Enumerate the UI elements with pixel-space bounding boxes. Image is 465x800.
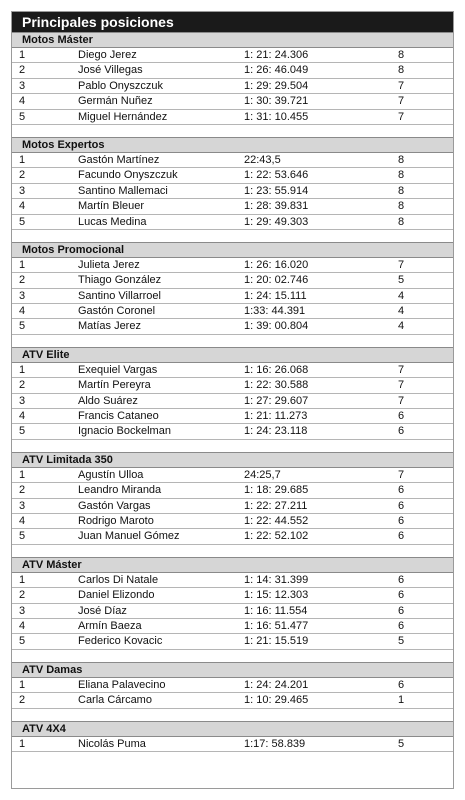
section-spacer bbox=[12, 709, 453, 721]
section-header: ATV 4X4 bbox=[12, 721, 453, 737]
table-row bbox=[12, 499, 453, 514]
time-cell: 1: 24: 23.118 bbox=[244, 425, 308, 438]
table-row bbox=[12, 319, 453, 334]
time-cell: 1: 10: 29.465 bbox=[244, 694, 309, 707]
time-cell: 24:25,7 bbox=[244, 468, 281, 481]
section-spacer bbox=[12, 125, 453, 137]
section-spacer bbox=[12, 440, 453, 452]
points-cell: 6 bbox=[398, 484, 405, 497]
table-row bbox=[12, 529, 453, 544]
table-row bbox=[12, 409, 453, 424]
points-cell: 8 bbox=[398, 49, 405, 61]
section-header: ATV Limitada 350 bbox=[12, 452, 453, 468]
rider-name-cell: Carla Cárcamo bbox=[78, 694, 152, 707]
rider-name-cell: Rodrigo Maroto bbox=[78, 514, 154, 527]
table-row bbox=[12, 273, 453, 288]
section-header: ATV Máster bbox=[12, 557, 453, 573]
position-cell: 5 bbox=[19, 530, 26, 543]
time-cell: 1: 24: 24.201 bbox=[244, 678, 309, 691]
time-cell: 1: 31: 10.455 bbox=[244, 110, 309, 123]
points-cell: 1 bbox=[398, 694, 405, 707]
position-cell: 3 bbox=[19, 604, 26, 617]
points-cell: 6 bbox=[398, 410, 405, 423]
rider-name-cell: Gastón Martínez bbox=[78, 153, 160, 166]
rider-name-cell: Exequiel Vargas bbox=[78, 363, 158, 376]
table-row bbox=[12, 588, 453, 603]
position-cell: 4 bbox=[19, 200, 26, 213]
time-cell: 1:33: 44.391 bbox=[244, 305, 306, 318]
time-cell: 1:17: 58.839 bbox=[244, 737, 306, 750]
points-cell: 7 bbox=[398, 79, 405, 92]
rider-name-cell: Juan Manuel Gómez bbox=[78, 530, 180, 543]
rider-name-cell: Gastón Coronel bbox=[78, 305, 156, 318]
table-row bbox=[12, 514, 453, 529]
points-cell: 8 bbox=[398, 215, 405, 228]
points-cell: 7 bbox=[398, 379, 405, 392]
rider-name-cell: Pablo Onyszczuk bbox=[78, 79, 163, 92]
results-section bbox=[12, 137, 453, 242]
section-header: Motos Expertos bbox=[12, 137, 453, 153]
time-cell: 1: 23: 55.914 bbox=[244, 184, 309, 197]
table-row bbox=[12, 153, 453, 168]
table-row bbox=[12, 678, 453, 693]
points-cell: 8 bbox=[398, 169, 405, 182]
section-header: ATV Damas bbox=[12, 662, 453, 678]
points-cell: 6 bbox=[398, 604, 405, 617]
time-cell: 1: 21: 11.273 bbox=[244, 410, 308, 423]
results-panel bbox=[11, 11, 454, 789]
rider-name-cell: Santino Villarroel bbox=[78, 289, 161, 302]
table-row bbox=[12, 604, 453, 619]
points-cell: 5 bbox=[398, 274, 405, 287]
panel-title: Principales posiciones bbox=[12, 12, 453, 32]
points-cell: 8 bbox=[398, 200, 405, 213]
position-cell: 2 bbox=[19, 379, 26, 392]
rider-name-cell: Martín Bleuer bbox=[78, 200, 145, 213]
rider-name-cell: Thiago González bbox=[78, 274, 162, 287]
results-section bbox=[12, 721, 453, 752]
position-cell: 2 bbox=[19, 64, 26, 77]
position-cell: 4 bbox=[19, 514, 26, 527]
time-cell: 1: 14: 31.399 bbox=[244, 573, 309, 586]
position-cell: 2 bbox=[19, 169, 26, 182]
points-cell: 8 bbox=[398, 64, 405, 77]
table-row bbox=[12, 304, 453, 319]
rider-name-cell: Carlos Di Natale bbox=[78, 573, 159, 586]
table-row bbox=[12, 258, 453, 273]
section-header: ATV Elite bbox=[12, 347, 453, 363]
position-cell: 5 bbox=[19, 320, 26, 333]
time-cell: 1: 27: 29.607 bbox=[244, 394, 309, 407]
position-cell: 2 bbox=[19, 484, 26, 497]
time-cell: 1: 21: 24.306 bbox=[244, 49, 309, 61]
rider-name-cell: Lucas Medina bbox=[78, 215, 147, 228]
rider-name-cell: Eliana Palavecino bbox=[78, 678, 166, 691]
points-cell: 6 bbox=[398, 425, 405, 438]
points-cell: 6 bbox=[398, 514, 405, 527]
time-cell: 1: 30: 39.721 bbox=[244, 95, 309, 108]
table-row bbox=[12, 394, 453, 409]
points-cell: 5 bbox=[398, 635, 405, 648]
time-cell: 1: 39: 00.804 bbox=[244, 320, 309, 333]
time-cell: 1: 16: 26.068 bbox=[244, 363, 309, 376]
position-cell: 5 bbox=[19, 425, 26, 438]
rider-name-cell: José Villegas bbox=[78, 64, 143, 77]
table-row bbox=[12, 619, 453, 634]
position-cell: 5 bbox=[19, 635, 26, 648]
table-row bbox=[12, 737, 453, 752]
table-row bbox=[12, 424, 453, 439]
points-cell: 8 bbox=[398, 153, 405, 166]
section-spacer bbox=[12, 545, 453, 557]
rider-name-cell: Facundo Onyszczuk bbox=[78, 169, 178, 182]
table-row bbox=[12, 363, 453, 378]
rider-name-cell: Ignacio Bockelman bbox=[78, 425, 171, 438]
results-section bbox=[12, 242, 453, 347]
time-cell: 1: 21: 15.519 bbox=[244, 635, 309, 648]
table-row bbox=[12, 573, 453, 588]
time-cell: 1: 22: 27.211 bbox=[244, 499, 308, 512]
time-cell: 22:43,5 bbox=[244, 153, 281, 166]
time-cell: 1: 16: 51.477 bbox=[244, 619, 309, 632]
points-cell: 6 bbox=[398, 499, 405, 512]
position-cell: 2 bbox=[19, 694, 26, 707]
table-row bbox=[12, 48, 453, 63]
position-cell: 1 bbox=[19, 153, 26, 166]
points-cell: 6 bbox=[398, 619, 405, 632]
position-cell: 4 bbox=[19, 305, 26, 318]
position-cell: 1 bbox=[19, 49, 26, 61]
position-cell: 5 bbox=[19, 110, 26, 123]
results-section bbox=[12, 347, 453, 452]
rider-name-cell: Agustín Ulloa bbox=[78, 468, 144, 481]
rider-name-cell: Leandro Miranda bbox=[78, 484, 162, 497]
section-header: Motos Máster bbox=[12, 32, 453, 48]
points-cell: 6 bbox=[398, 530, 405, 543]
rider-name-cell: Germán Nuñez bbox=[78, 95, 153, 108]
points-cell: 8 bbox=[398, 184, 405, 197]
time-cell: 1: 20: 02.746 bbox=[244, 274, 309, 287]
time-cell: 1: 22: 53.646 bbox=[244, 169, 309, 182]
table-row bbox=[12, 289, 453, 304]
section-spacer bbox=[12, 335, 453, 347]
table-row bbox=[12, 63, 453, 78]
position-cell: 3 bbox=[19, 79, 26, 92]
table-row bbox=[12, 215, 453, 230]
table-row bbox=[12, 378, 453, 393]
time-cell: 1: 22: 52.102 bbox=[244, 530, 309, 543]
table-row bbox=[12, 634, 453, 649]
points-cell: 7 bbox=[398, 258, 405, 271]
points-cell: 4 bbox=[398, 320, 405, 333]
points-cell: 6 bbox=[398, 678, 405, 691]
points-cell: 7 bbox=[398, 95, 405, 108]
points-cell: 7 bbox=[398, 363, 405, 376]
rider-name-cell: Francis Cataneo bbox=[78, 410, 159, 423]
time-cell: 1: 29: 49.303 bbox=[244, 215, 309, 228]
position-cell: 4 bbox=[19, 619, 26, 632]
rider-name-cell: Santino Mallemaci bbox=[78, 184, 168, 197]
time-cell: 1: 28: 39.831 bbox=[244, 200, 309, 213]
results-section bbox=[12, 557, 453, 662]
results-section bbox=[12, 452, 453, 557]
time-cell: 1: 22: 44.552 bbox=[244, 514, 309, 527]
position-cell: 3 bbox=[19, 394, 26, 407]
section-spacer bbox=[12, 230, 453, 242]
position-cell: 1 bbox=[19, 258, 26, 271]
results-section bbox=[12, 662, 453, 721]
position-cell: 3 bbox=[19, 184, 26, 197]
table-row bbox=[12, 79, 453, 94]
position-cell: 1 bbox=[19, 363, 26, 376]
table-row bbox=[12, 110, 453, 125]
position-cell: 2 bbox=[19, 274, 26, 287]
rider-name-cell: Diego Jerez bbox=[78, 49, 137, 61]
table-row bbox=[12, 693, 453, 708]
rider-name-cell: Gastón Vargas bbox=[78, 499, 151, 512]
time-cell: 1: 26: 46.049 bbox=[244, 64, 309, 77]
rider-name-cell: Miguel Hernández bbox=[78, 110, 168, 123]
rider-name-cell: Martín Pereyra bbox=[78, 379, 151, 392]
points-cell: 6 bbox=[398, 573, 405, 586]
points-cell: 4 bbox=[398, 305, 405, 318]
position-cell: 4 bbox=[19, 95, 26, 108]
time-cell: 1: 22: 30.588 bbox=[244, 379, 309, 392]
points-cell: 5 bbox=[398, 737, 405, 750]
points-cell: 6 bbox=[398, 589, 405, 602]
position-cell: 4 bbox=[19, 410, 26, 423]
position-cell: 3 bbox=[19, 289, 26, 302]
rider-name-cell: José Díaz bbox=[78, 604, 127, 617]
position-cell: 3 bbox=[19, 499, 26, 512]
table-row bbox=[12, 168, 453, 183]
position-cell: 1 bbox=[19, 468, 26, 481]
position-cell: 1 bbox=[19, 737, 26, 750]
table-row bbox=[12, 199, 453, 214]
time-cell: 1: 18: 29.685 bbox=[244, 484, 309, 497]
rider-name-cell: Daniel Elizondo bbox=[78, 589, 155, 602]
position-cell: 1 bbox=[19, 573, 26, 586]
points-cell: 7 bbox=[398, 468, 405, 481]
table-row bbox=[12, 94, 453, 109]
position-cell: 1 bbox=[19, 678, 26, 691]
section-spacer bbox=[12, 650, 453, 662]
points-cell: 7 bbox=[398, 110, 405, 123]
rider-name-cell: Armín Baeza bbox=[78, 619, 142, 632]
points-cell: 7 bbox=[398, 394, 405, 407]
rider-name-cell: Nicolás Puma bbox=[78, 737, 146, 750]
position-cell: 2 bbox=[19, 589, 26, 602]
time-cell: 1: 15: 12.303 bbox=[244, 589, 309, 602]
rider-name-cell: Federico Kovacic bbox=[78, 635, 163, 648]
time-cell: 1: 24: 15.111 bbox=[244, 289, 307, 302]
rider-name-cell: Julieta Jerez bbox=[78, 258, 140, 271]
table-row bbox=[12, 468, 453, 483]
time-cell: 1: 26: 16.020 bbox=[244, 258, 309, 271]
position-cell: 5 bbox=[19, 215, 26, 228]
rider-name-cell: Matías Jerez bbox=[78, 320, 141, 333]
section-header: Motos Promocional bbox=[12, 242, 453, 258]
results-sections bbox=[12, 32, 453, 752]
points-cell: 4 bbox=[398, 289, 405, 302]
time-cell: 1: 16: 11.554 bbox=[244, 604, 308, 617]
time-cell: 1: 29: 29.504 bbox=[244, 79, 309, 92]
table-row bbox=[12, 184, 453, 199]
rider-name-cell: Aldo Suárez bbox=[78, 394, 138, 407]
results-section bbox=[12, 32, 453, 137]
table-row bbox=[12, 483, 453, 498]
